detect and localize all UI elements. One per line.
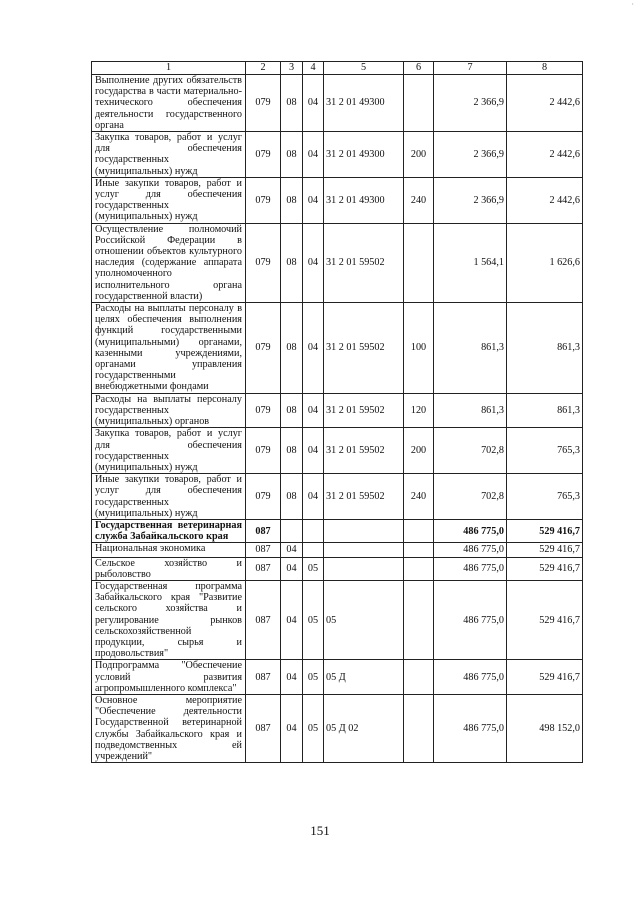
- budget-table: [91, 61, 583, 763]
- section-code: 08: [281, 223, 303, 302]
- subsection-code: 04: [303, 474, 324, 520]
- section-code: 04: [281, 557, 303, 580]
- subsection-code: 05: [303, 694, 324, 762]
- target-article-code: 31 2 01 49300: [324, 177, 404, 223]
- ministry-code: 079: [246, 428, 281, 474]
- ministry-code: 087: [246, 519, 281, 542]
- amount-year-1: 486 775,0: [434, 519, 507, 542]
- amount-year-2: 765,3: [507, 428, 583, 474]
- header-cell: 2: [246, 62, 281, 75]
- ministry-code: 079: [246, 75, 281, 132]
- section-code: 04: [281, 694, 303, 762]
- section-code: 04: [281, 580, 303, 659]
- expense-type-code: [404, 519, 434, 542]
- amount-year-2: 529 416,7: [507, 519, 583, 542]
- amount-year-1: 486 775,0: [434, 557, 507, 580]
- amount-year-1: 486 775,0: [434, 694, 507, 762]
- target-article-code: [324, 519, 404, 542]
- amount-year-1: 486 775,0: [434, 660, 507, 695]
- expense-type-code: 200: [404, 428, 434, 474]
- header-cell: 8: [507, 62, 583, 75]
- target-article-code: 31 2 01 49300: [324, 75, 404, 132]
- table-row: [92, 75, 583, 132]
- subsection-code: 05: [303, 660, 324, 695]
- ministry-code: 079: [246, 223, 281, 302]
- item-name: Подпрограмма "Обеспечение условий развития агропромышленного комплекса": [92, 660, 246, 695]
- table-row: [92, 474, 583, 520]
- subsection-code: 04: [303, 393, 324, 428]
- subsection-code: 05: [303, 580, 324, 659]
- ministry-code: 079: [246, 393, 281, 428]
- amount-year-2: 861,3: [507, 303, 583, 394]
- expense-type-code: [404, 580, 434, 659]
- item-name: Осуществление полномочий Российской Федерации в отношении объектов культурного наследия (содержание аппарата уполномоченного исполнительного органа государственной власти): [92, 223, 246, 302]
- header-row: [92, 62, 583, 75]
- amount-year-2: 2 442,6: [507, 177, 583, 223]
- section-code: 08: [281, 474, 303, 520]
- amount-year-1: 861,3: [434, 393, 507, 428]
- expense-type-code: [404, 660, 434, 695]
- subsection-code: 04: [303, 303, 324, 394]
- table-row: [92, 177, 583, 223]
- target-article-code: 05 Д 02: [324, 694, 404, 762]
- target-article-code: 31 2 01 59502: [324, 474, 404, 520]
- section-code: 08: [281, 303, 303, 394]
- ministry-code: 087: [246, 557, 281, 580]
- expense-type-code: [404, 223, 434, 302]
- amount-year-1: 2 366,9: [434, 75, 507, 132]
- table-row: [92, 519, 583, 542]
- table-row: [92, 303, 583, 394]
- section-code: 08: [281, 132, 303, 178]
- amount-year-1: 702,8: [434, 428, 507, 474]
- target-article-code: 31 2 01 59502: [324, 428, 404, 474]
- item-name: Основное мероприятие "Обеспечение деятельности Государственной ветеринарной службы Забайкальского края и подведомственных ей учреждений": [92, 694, 246, 762]
- item-name: Выполнение других обязательств государства в части материально-технического обеспечения деятельности государственного органа: [92, 75, 246, 132]
- item-name: Закупка товаров, работ и услуг для обеспечения государственных (муниципальных) нужд: [92, 428, 246, 474]
- subsection-code: [303, 543, 324, 557]
- target-article-code: 31 2 01 59502: [324, 303, 404, 394]
- expense-type-code: [404, 75, 434, 132]
- ministry-code: 087: [246, 694, 281, 762]
- header-cell: 5: [324, 62, 404, 75]
- section-code: 04: [281, 660, 303, 695]
- amount-year-1: 486 775,0: [434, 580, 507, 659]
- amount-year-1: 2 366,9: [434, 177, 507, 223]
- section-code: 08: [281, 428, 303, 474]
- expense-type-code: [404, 694, 434, 762]
- amount-year-2: 2 442,6: [507, 75, 583, 132]
- target-article-code: [324, 543, 404, 557]
- subsection-code: [303, 519, 324, 542]
- ministry-code: 079: [246, 474, 281, 520]
- expense-type-code: 240: [404, 474, 434, 520]
- header-cell: 6: [404, 62, 434, 75]
- section-code: 08: [281, 393, 303, 428]
- item-name: Государственная ветеринарная служба Забайкальского края: [92, 519, 246, 542]
- table-row: [92, 223, 583, 302]
- corner-mark: ·: [631, 0, 634, 9]
- ministry-code: 087: [246, 580, 281, 659]
- page-number: 151: [310, 823, 330, 838]
- amount-year-1: 1 564,1: [434, 223, 507, 302]
- subsection-code: 04: [303, 177, 324, 223]
- expense-type-code: 120: [404, 393, 434, 428]
- target-article-code: 31 2 01 49300: [324, 132, 404, 178]
- table-row: [92, 543, 583, 557]
- target-article-code: 31 2 01 59502: [324, 393, 404, 428]
- subsection-code: 04: [303, 75, 324, 132]
- amount-year-2: 765,3: [507, 474, 583, 520]
- section-code: 08: [281, 75, 303, 132]
- target-article-code: 05: [324, 580, 404, 659]
- table-row: [92, 132, 583, 178]
- expense-type-code: [404, 543, 434, 557]
- table-row: [92, 580, 583, 659]
- amount-year-1: 2 366,9: [434, 132, 507, 178]
- table-row: [92, 660, 583, 695]
- subsection-code: 04: [303, 223, 324, 302]
- expense-type-code: 100: [404, 303, 434, 394]
- amount-year-1: 861,3: [434, 303, 507, 394]
- expense-type-code: 240: [404, 177, 434, 223]
- section-code: 08: [281, 177, 303, 223]
- subsection-code: 04: [303, 132, 324, 178]
- table-row: [92, 393, 583, 428]
- amount-year-2: 529 416,7: [507, 543, 583, 557]
- header-cell: 1: [92, 62, 246, 75]
- amount-year-2: 2 442,6: [507, 132, 583, 178]
- amount-year-2: 861,3: [507, 393, 583, 428]
- amount-year-2: 529 416,7: [507, 557, 583, 580]
- table-body: [92, 62, 583, 763]
- item-name: Национальная экономика: [92, 543, 246, 557]
- section-code: 04: [281, 543, 303, 557]
- header-cell: 4: [303, 62, 324, 75]
- ministry-code: 087: [246, 660, 281, 695]
- amount-year-1: 486 775,0: [434, 543, 507, 557]
- subsection-code: 04: [303, 428, 324, 474]
- amount-year-2: 529 416,7: [507, 660, 583, 695]
- ministry-code: 079: [246, 132, 281, 178]
- table-row: [92, 557, 583, 580]
- item-name: Сельское хозяйство и рыболовство: [92, 557, 246, 580]
- item-name: Закупка товаров, работ и услуг для обеспечения государственных (муниципальных) нужд: [92, 132, 246, 178]
- ministry-code: 087: [246, 543, 281, 557]
- amount-year-2: 529 416,7: [507, 580, 583, 659]
- expense-type-code: 200: [404, 132, 434, 178]
- amount-year-1: 702,8: [434, 474, 507, 520]
- table-row: [92, 694, 583, 762]
- target-article-code: 31 2 01 59502: [324, 223, 404, 302]
- item-name: Расходы на выплаты персоналу в целях обеспечения выполнения функций государственными (муниципальными) органами, казенными учреждениями, органами управления государственными внебюджетными фондами: [92, 303, 246, 394]
- section-code: [281, 519, 303, 542]
- expense-type-code: [404, 557, 434, 580]
- item-name: Государственная программа Забайкальского края "Развитие сельского хозяйства и регулирование рынков сельскохозяйственной продукции, сырья и продовольствия": [92, 580, 246, 659]
- subsection-code: 05: [303, 557, 324, 580]
- item-name: Иные закупки товаров, работ и услуг для обеспечения государственных (муниципальных) нужд: [92, 177, 246, 223]
- header-cell: 7: [434, 62, 507, 75]
- item-name: Иные закупки товаров, работ и услуг для обеспечения государственных (муниципальных) нужд: [92, 474, 246, 520]
- amount-year-2: 1 626,6: [507, 223, 583, 302]
- ministry-code: 079: [246, 303, 281, 394]
- ministry-code: 079: [246, 177, 281, 223]
- table-row: [92, 428, 583, 474]
- item-name: Расходы на выплаты персоналу государственных (муниципальных) органов: [92, 393, 246, 428]
- header-cell: 3: [281, 62, 303, 75]
- target-article-code: [324, 557, 404, 580]
- target-article-code: 05 Д: [324, 660, 404, 695]
- amount-year-2: 498 152,0: [507, 694, 583, 762]
